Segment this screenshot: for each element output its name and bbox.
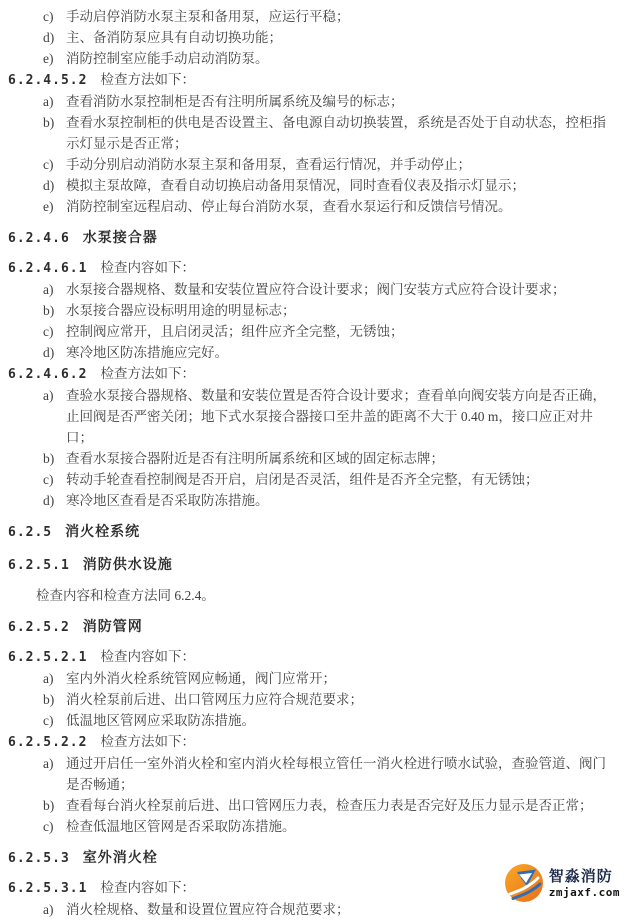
logo-flame-icon (504, 863, 544, 903)
list-item-text: 查验水泵接合器规格、数量和安装位置是否符合设计要求；查看单向阀安装方向是否正确，止回阀是否严密关闭；地下式水泵接合器接口至井盖的距离不大于 0.40 m，接口应正对井口； (66, 388, 606, 445)
list-item (8, 91, 621, 112)
list-item (8, 300, 621, 321)
list-item (8, 27, 621, 48)
list-item-text: 查看消防水泵控制柜是否有注明所属系统及编号的标志； (66, 94, 404, 109)
list-item-label: d) (43, 345, 55, 360)
site-logo[interactable] (504, 863, 620, 903)
clause-heading (8, 646, 621, 668)
list-item (8, 753, 621, 795)
list-item (8, 689, 621, 710)
section-number: 6.2.5.2 (8, 620, 70, 635)
clause-heading (8, 363, 621, 385)
list-item-text: 水泵接合器应设标明用途的明显标志； (66, 303, 296, 318)
list-item-text: 水泵接合器规格、数量和安装位置应符合设计要求；阀门安装方式应符合设计要求； (66, 282, 566, 297)
list-item (8, 175, 621, 196)
list-item-text: 消防控制室应能手动启动消防泵。 (66, 51, 269, 66)
section-heading (8, 553, 621, 577)
list-item-text: 消防控制室远程启动、停止每台消防水泵，查看水泵运行和反馈信号情况。 (66, 199, 512, 214)
list-item-label: d) (43, 30, 55, 45)
section-title: 室外消火栓 (82, 849, 158, 865)
logo-title: 智淼消防 (548, 867, 613, 885)
list-item (8, 816, 621, 837)
section-title: 消火栓系统 (65, 523, 141, 539)
list-item (8, 48, 621, 69)
list-item-label: a) (43, 902, 54, 917)
clause-heading (8, 731, 621, 753)
section-title: 水泵接合器 (82, 229, 158, 245)
clause-number: 6.2.5.2.2 (8, 735, 88, 750)
clause-number: 6.2.4.6.2 (8, 367, 88, 382)
list-item-label: a) (43, 94, 54, 109)
clause-number: 6.2.5.3.1 (8, 881, 88, 896)
list-item-label: b) (43, 115, 55, 130)
list-item-label: d) (43, 178, 55, 193)
list-item (8, 490, 621, 511)
list-item-text: 主、备消防泵应具有自动切换功能； (66, 30, 282, 45)
list-item-text: 寒冷地区防冻措施应完好。 (66, 345, 228, 360)
list-item (8, 342, 621, 363)
list-item (8, 385, 621, 448)
section-title: 消防供水设施 (82, 556, 173, 572)
list-item-label: c) (43, 472, 54, 487)
list-item-text: 检查低温地区管网是否采取防冻措施。 (66, 819, 296, 834)
list-item-label: a) (43, 388, 54, 403)
list-item (8, 469, 621, 490)
list-item-text: 消火栓规格、数量和设置位置应符合规范要求； (66, 902, 350, 917)
list-item (8, 321, 621, 342)
list-item-text: 手动启停消防水泵主泵和备用泵，应运行平稳； (66, 9, 350, 24)
clause-text: 检查内容如下： (100, 880, 195, 895)
list-item-label: b) (43, 798, 55, 813)
list-item-label: e) (43, 51, 54, 66)
section-heading (8, 615, 621, 639)
list-item-label: c) (43, 713, 54, 728)
list-item-label: d) (43, 493, 55, 508)
clause-text: 检查内容如下： (100, 260, 195, 275)
logo-domain: zmjaxf.com (548, 885, 620, 899)
section-heading (8, 226, 621, 250)
list-item-text: 控制阀应常开，且启闭灵活；组件应齐全完整，无锈蚀； (66, 324, 404, 339)
list-item (8, 668, 621, 689)
list-item-text: 寒冷地区查看是否采取防冻措施。 (66, 493, 269, 508)
list-item-text: 模拟主泵故障，查看自动切换启动备用泵情况，同时查看仪表及指示灯显示； (66, 178, 525, 193)
section-number: 6.2.4.6 (8, 231, 70, 246)
list-item-label: c) (43, 9, 54, 24)
clause-text: 检查内容如下： (100, 649, 195, 664)
list-item-label: a) (43, 671, 54, 686)
list-item-text: 查看每台消火栓泵前后进、出口管网压力表，检查压力表是否完好及压力显示是否正常； (66, 798, 593, 813)
list-item-label: e) (43, 199, 54, 214)
list-item-label: a) (43, 282, 54, 297)
list-item-label: c) (43, 324, 54, 339)
list-item-label: a) (43, 756, 54, 771)
clause-text: 检查方法如下： (100, 734, 195, 749)
clause-heading (8, 69, 621, 91)
list-item (8, 279, 621, 300)
list-item-label: c) (43, 819, 54, 834)
list-item-text: 通过开启任一室外消火栓和室内消火栓每根立管任一消火栓进行喷水试验，查验管道、阀门是否畅通； (66, 756, 606, 792)
list-item-text: 手动分别启动消防水泵主泵和备用泵，查看运行情况，并手动停止； (66, 157, 471, 172)
list-item (8, 448, 621, 469)
section-number: 6.2.5.1 (8, 558, 70, 573)
section-title: 消防管网 (82, 618, 143, 634)
list-item (8, 795, 621, 816)
list-item-label: b) (43, 692, 55, 707)
list-item-label: b) (43, 451, 55, 466)
list-item (8, 196, 621, 217)
section-number: 6.2.5 (8, 525, 53, 540)
clause-number: 6.2.4.6.1 (8, 261, 88, 276)
list-item (8, 154, 621, 175)
list-item-text: 消火栓泵前后进、出口管网压力应符合规范要求； (66, 692, 363, 707)
section-number: 6.2.5.3 (8, 851, 70, 866)
clause-text: 检查方法如下： (100, 366, 195, 381)
clause-heading (8, 257, 621, 279)
list-item (8, 710, 621, 731)
section-heading (8, 520, 621, 544)
clause-text: 检查方法如下： (100, 72, 195, 87)
list-item-text: 转动手轮查看控制阀是否开启，启闭是否灵活，组件是否齐全完整，有无锈蚀； (66, 472, 539, 487)
clause-number: 6.2.5.2.1 (8, 650, 88, 665)
list-item-label: c) (43, 157, 54, 172)
list-item (8, 6, 621, 27)
list-item-label: b) (43, 303, 55, 318)
list-item (8, 112, 621, 154)
list-item-text: 低温地区管网应采取防冻措施。 (66, 713, 255, 728)
paragraph: 检查内容和检查方法同 6.2.4。 (36, 588, 215, 603)
clause-number: 6.2.4.5.2 (8, 73, 88, 88)
list-item-text: 室内外消火栓系统管网应畅通，阀门应常开； (66, 671, 336, 686)
list-item-text: 查看水泵控制柜的供电是否设置主、备电源自动切换装置，系统是否处于自动状态，控柜指示灯显示是否正常； (66, 115, 606, 151)
list-item-text: 查看水泵接合器附近是否有注明所属系统和区域的固定标志牌； (66, 451, 444, 466)
